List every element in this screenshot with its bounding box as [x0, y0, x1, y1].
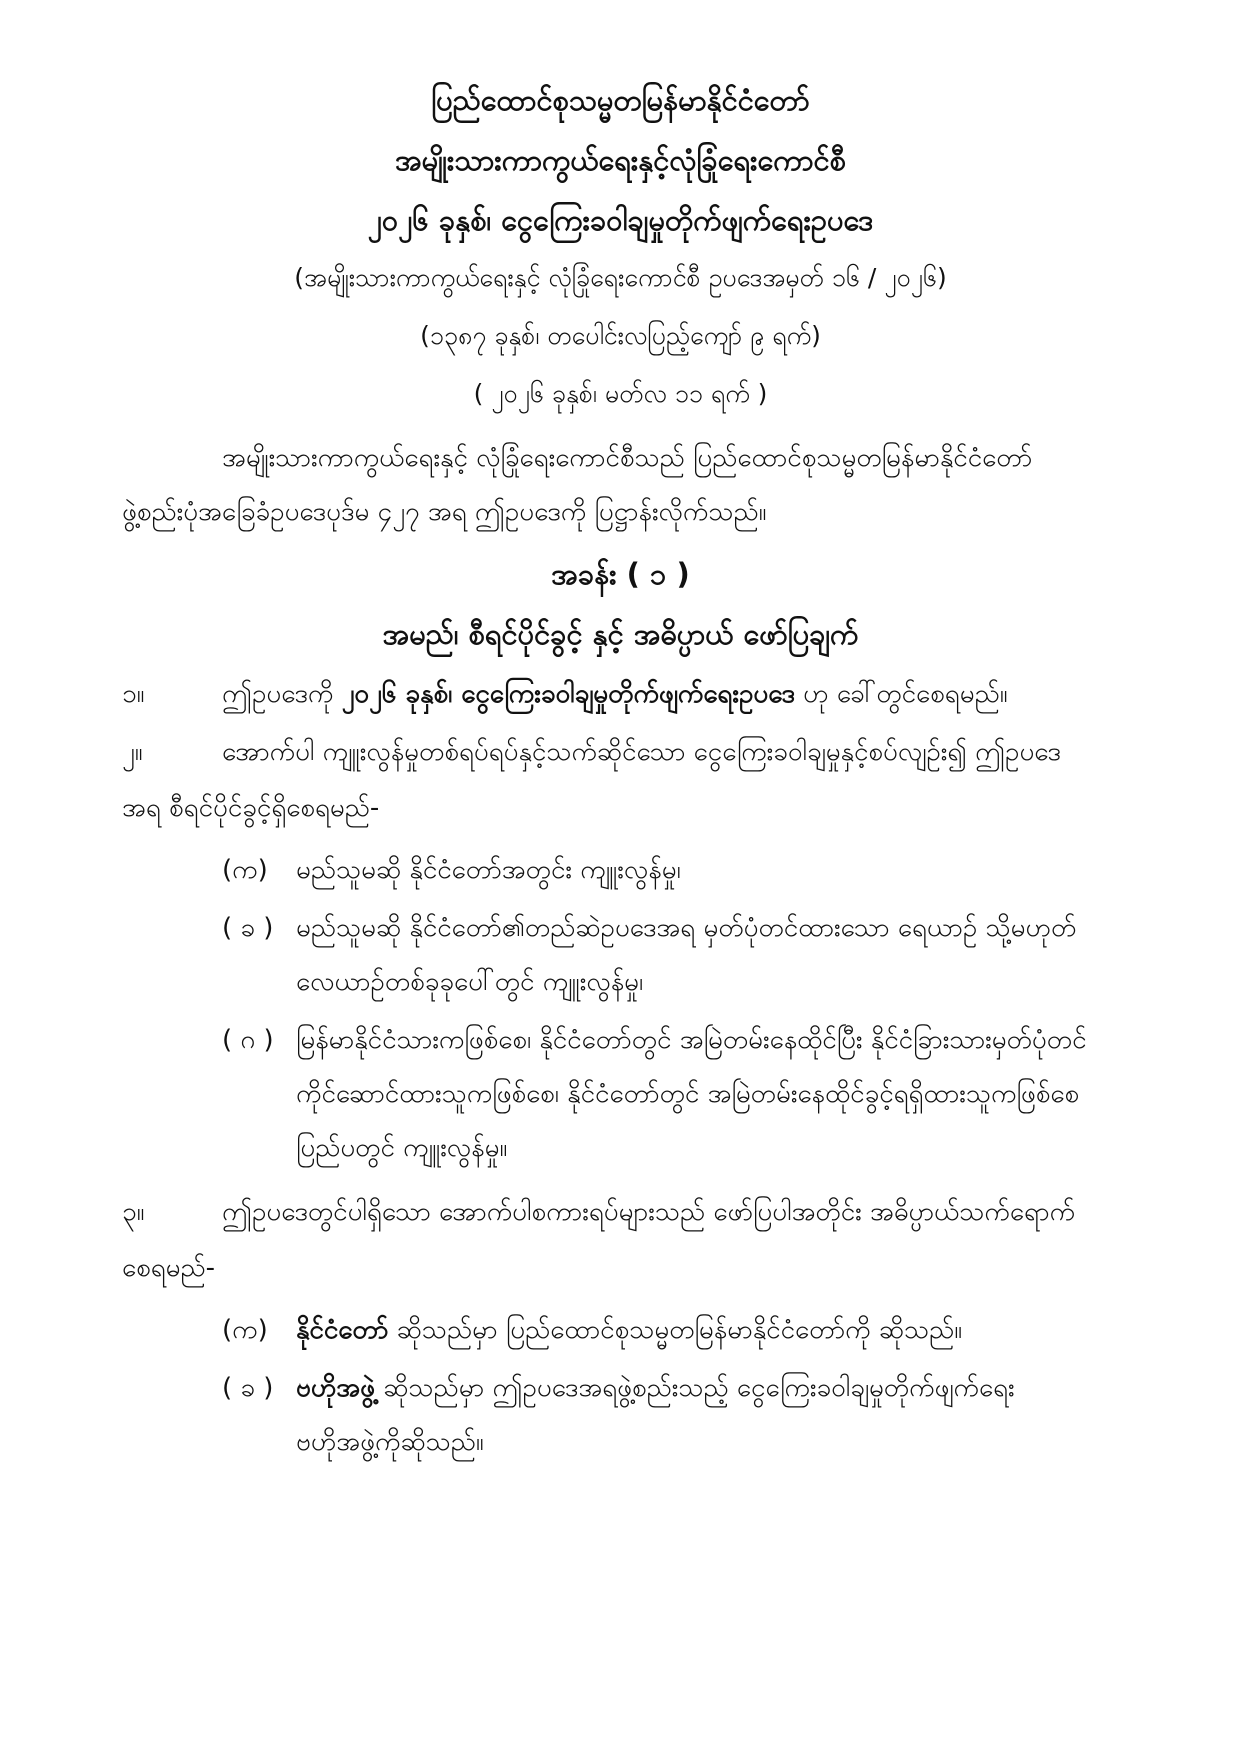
section-3-item-kha-line-2: ဗဟိုအဖွဲ့ကိုဆိုသည်။: [296, 1427, 484, 1457]
section-1-pre: ဤဥပဒေကို: [222, 679, 342, 709]
section-1-number: ၁။: [122, 679, 145, 709]
term-state: နိုင်ငံတော်: [296, 1315, 389, 1345]
section-2-line-2: အရ စီရင်ပိုင်ခွင့်ရှိစေရမည်-: [122, 793, 380, 823]
preamble-line-1: အမျိုးသားကာကွယ်ရေးနှင့် လုံခြုံရေးကောင်စီသည် ပြည်ထောင်စုသမ္မတမြန်မာနိုင်ငံတော်: [222, 443, 1033, 473]
section-3-line-1: ဤဥပဒေတွင်ပါရှိသော အောက်ပါစကားရပ်များသည် ဖော်ပြပါအတိုင်း အဓိပ္ပာယ်သက်ရောက်: [222, 1197, 1076, 1227]
section-2-item-kha-line-2: လေယာဉ်တစ်ခုခုပေါ်တွင် ကျူးလွန်မှု၊: [296, 967, 644, 997]
chapter-label: အခန်း ( ၁ ): [551, 557, 690, 591]
section-3-line-2: စေရမည်-: [122, 1253, 216, 1283]
law-title: ၂၀၂၆ ခုနှစ်၊ ငွေကြေးခဝါချမှုတိုက်ဖျက်ရေးဥပဒေ: [367, 203, 874, 237]
section-2-item-ga-line-3: ပြည်ပတွင် ကျူးလွန်မှု။: [296, 1133, 508, 1163]
section-1-law-name: ၂၀၂၆ ခုနှစ်၊ ငွေကြေးခဝါချမှုတိုက်ဖျက်ရေးဥပဒေ: [341, 679, 795, 709]
section-2-item-kha-line-1: မည်သူမဆို နိုင်ငံတော်၏တည်ဆဲဥပဒေအရ မှတ်ပုံတင်ထားသော ရေယာဉ် သို့မဟုတ်: [296, 913, 1077, 943]
section-1-text: [222, 676, 1008, 715]
preamble-line-2: ဖွဲ့စည်းပုံအခြေခံဥပဒေပုဒ်မ ၄၂၇ အရ ဤဥပဒေကို ပြဋ္ဌာန်းလိုက်သည်။: [122, 497, 767, 527]
term-central-body-definition: ဆိုသည်မှာ ဤဥပဒေအရဖွဲ့စည်းသည့် ငွေကြေးခဝါချမှုတိုက်ဖျက်ရေး: [375, 1373, 1015, 1403]
myanmar-date: (၁၃၈၇ ခုနှစ်၊ တပေါင်းလပြည့်ကျော် ၉ ရက်): [420, 321, 821, 350]
section-3-item-ka-line-1: [296, 1312, 962, 1351]
section-3-item-kha-marker: ( ခ ): [222, 1373, 274, 1403]
section-2-line-1: အောက်ပါ ကျူးလွန်မှုတစ်ရပ်ရပ်နှင့်သက်ဆိုင်သော ငွေကြေးခဝါချမှုနှင့်စပ်လျဉ်း၍ ဤဥပဒေ: [222, 737, 1061, 767]
section-3-item-kha-line-1: [296, 1370, 1015, 1409]
section-1-post: ဟု ခေါ်တွင်စေရမည်။: [794, 679, 1008, 709]
law-number: (အမျိုးသားကာကွယ်ရေးနှင့် လုံခြုံရေးကောင်စီ ဥပဒေအမှတ် ၁၆ / ၂၀၂၆): [294, 263, 947, 292]
gregorian-date: ( ၂၀၂၆ ခုနှစ်၊ မတ်လ ၁၁ ရက် ): [473, 379, 768, 408]
section-2-item-kha-marker: ( ခ ): [222, 913, 274, 943]
term-central-body: ဗဟိုအဖွဲ့: [296, 1373, 376, 1403]
section-2-item-ka-line-1: မည်သူမဆို နိုင်ငံတော်အတွင်း ကျူးလွန်မှု၊: [296, 855, 681, 885]
chapter-title: အမည်၊ စီရင်ပိုင်ခွင့် နှင့် အဓိပ္ပာယ် ဖော်ပြချက်: [382, 617, 859, 651]
section-2-number: ၂။: [122, 737, 143, 767]
section-2-item-ga-line-2: ကိုင်ဆောင်ထားသူကဖြစ်စေ၊ နိုင်ငံတော်တွင် အမြဲတမ်းနေထိုင်ခွင့်ရရှိထားသူကဖြစ်စေ: [296, 1079, 1080, 1109]
term-state-definition: ဆိုသည်မှာ ပြည်ထောင်စုသမ္မတမြန်မာနိုင်ငံတော်ကို ဆိုသည်။: [388, 1315, 963, 1345]
country-heading: ပြည်ထောင်စုသမ္မတမြန်မာနိုင်ငံတော်: [431, 83, 810, 117]
section-3-number: ၃။: [122, 1197, 145, 1227]
section-2-item-ga-line-1: မြန်မာနိုင်ငံသားကဖြစ်စေ၊ နိုင်ငံတော်တွင် အမြဲတမ်းနေထိုင်ပြီး နိုင်ငံခြားသားမှတ်ပုံတင်: [296, 1025, 1087, 1055]
council-heading: အမျိုးသားကာကွယ်ရေးနှင့်လုံခြုံရေးကောင်စီ: [395, 143, 846, 177]
section-3-item-ka-marker: (က): [222, 1315, 268, 1345]
section-2-item-ka-marker: (က): [222, 855, 268, 885]
section-2-item-ga-marker: ( ဂ ): [222, 1025, 274, 1055]
